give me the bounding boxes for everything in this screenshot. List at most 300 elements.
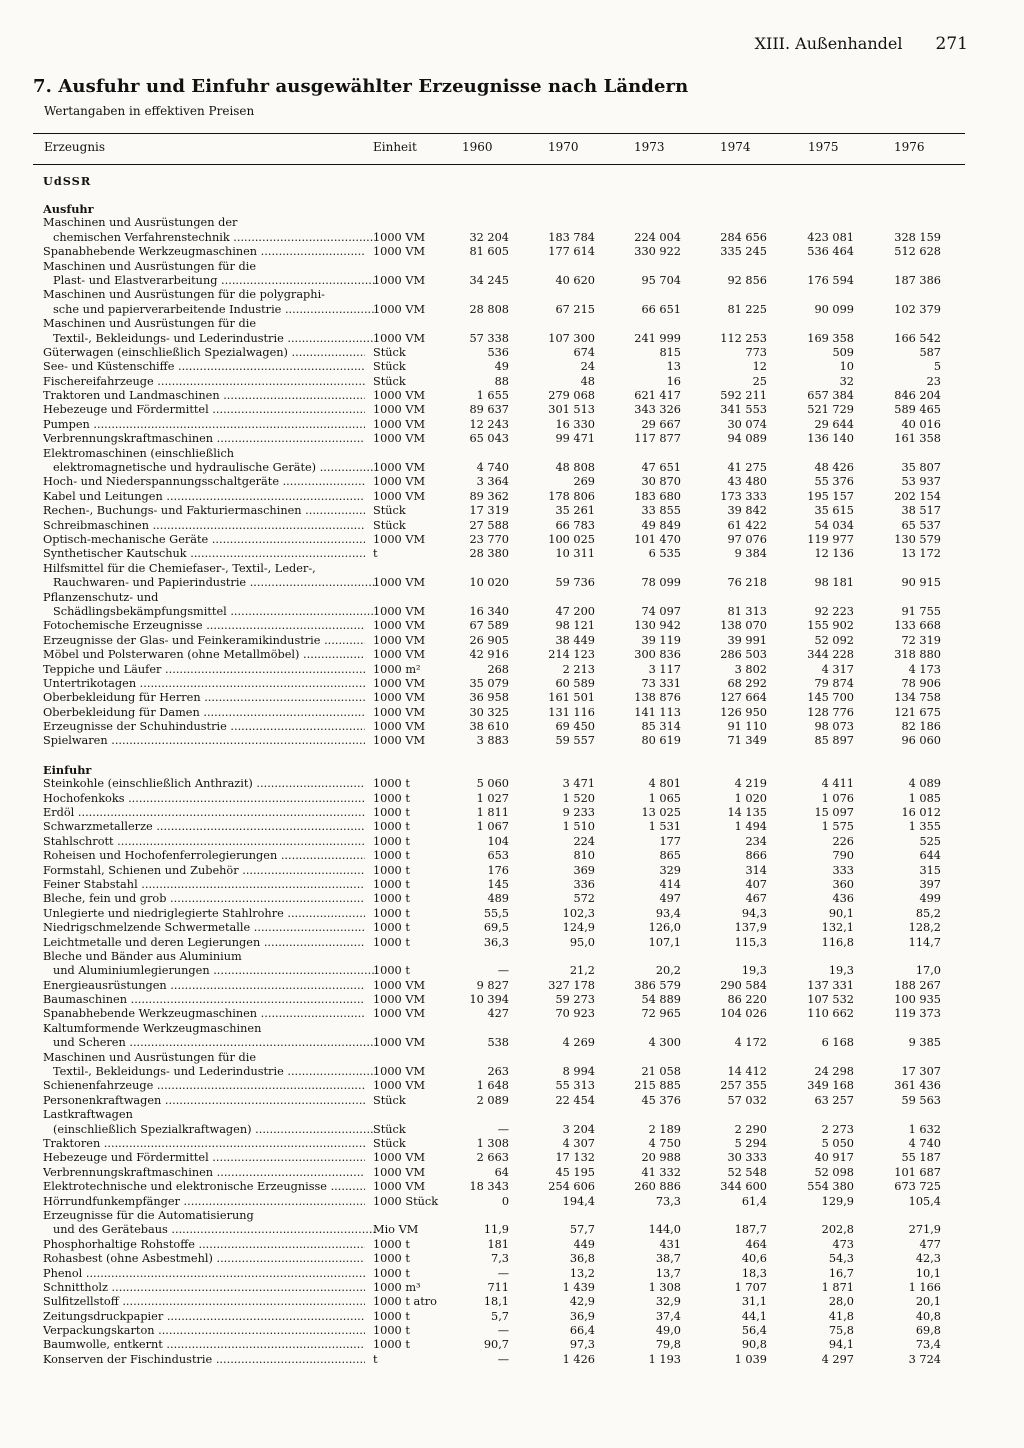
cell-value: 3 724 — [908, 1352, 941, 1366]
cell-value: 66,4 — [569, 1324, 595, 1338]
row-unit: 1000 VM — [373, 475, 426, 489]
row-unit: 1000 t — [373, 1252, 410, 1266]
table-row — [33, 792, 965, 806]
cell-value: 397 — [919, 877, 941, 891]
cell-value: 55,5 — [483, 906, 509, 920]
cell-value: 30 870 — [641, 475, 681, 489]
row-label: und des Gerätebaus ..... — [53, 1223, 375, 1237]
cell-value: 69 450 — [555, 720, 595, 734]
cell-value: 92 223 — [814, 604, 854, 618]
row-unit: 1000 t — [373, 877, 410, 891]
row-unit: 1000 t — [373, 849, 410, 863]
row-label: elektromagnetische und hydraulische Geräte) ..... — [53, 461, 375, 475]
table-row — [33, 1007, 965, 1021]
row-unit: Stück — [373, 1093, 406, 1107]
cell-value: 45 195 — [555, 1165, 595, 1179]
row-label: Maschinen und Ausrüstungen für die — [43, 317, 257, 331]
table-row — [33, 216, 965, 230]
cell-value: 138 876 — [634, 691, 681, 705]
cell-value: 90 915 — [901, 576, 941, 590]
cell-value: 61,4 — [741, 1194, 767, 1208]
row-label: Kaltumformende Werkzeugmaschinen — [43, 1021, 262, 1035]
cell-value: 130 579 — [894, 532, 941, 546]
row-unit: Stück — [373, 1122, 406, 1136]
cell-value: 96 060 — [901, 734, 941, 748]
cell-value: 63 257 — [814, 1093, 854, 1107]
cell-value: 344 228 — [807, 648, 854, 662]
cell-value: 12 243 — [469, 417, 509, 431]
cell-value: 130 942 — [634, 619, 681, 633]
cell-value: 268 — [487, 662, 509, 676]
cell-value: 43 480 — [727, 475, 767, 489]
row-label: See- und Küstenschiffe ..... — [43, 360, 365, 374]
cell-value: 27 588 — [469, 518, 509, 532]
table-row — [33, 418, 965, 432]
cell-value: 10 020 — [469, 576, 509, 590]
table-row — [33, 907, 965, 921]
table-row — [33, 1151, 965, 1165]
cell-value: 86 220 — [727, 993, 767, 1007]
cell-value: 74 097 — [641, 604, 681, 618]
row-label: und Scheren ..... — [53, 1036, 375, 1050]
cell-value: 81 605 — [469, 245, 509, 259]
cell-value: 39 842 — [727, 504, 767, 518]
cell-value: 17 307 — [901, 1065, 941, 1079]
cell-value: 107,1 — [648, 935, 681, 949]
cell-value: 11,9 — [483, 1223, 509, 1237]
top-rule — [33, 133, 965, 134]
cell-value: 40 620 — [555, 273, 595, 287]
row-label: Schädlingsbekämpfungsmittel ..... — [53, 605, 375, 619]
cell-value: 45 376 — [641, 1093, 681, 1107]
cell-value: 4 172 — [734, 1036, 767, 1050]
cell-value: 269 — [573, 475, 595, 489]
cell-value: 7,3 — [491, 1252, 509, 1266]
row-unit: 1000 VM — [373, 245, 426, 259]
cell-value: 82 186 — [901, 720, 941, 734]
cell-value: 161 358 — [894, 432, 941, 446]
cell-value: 60 589 — [555, 676, 595, 690]
cell-value: 1 494 — [734, 820, 767, 834]
cell-value: 55 376 — [814, 475, 854, 489]
cell-value: 54 889 — [641, 993, 681, 1007]
cell-value: 335 245 — [720, 245, 767, 259]
column-header-1960: 1960 — [462, 140, 493, 154]
table-row — [33, 1195, 965, 1209]
cell-value: 314 — [745, 863, 767, 877]
cell-value: 66 783 — [555, 518, 595, 532]
row-label: Verpackungskarton ..... — [43, 1324, 365, 1338]
cell-value: 4 089 — [908, 777, 941, 791]
cell-value: 66 651 — [641, 302, 681, 316]
row-unit: 1000 t — [373, 1338, 410, 1352]
cell-value: — — [497, 964, 509, 978]
row-label: Leichtmetalle und deren Legierungen ..... — [43, 936, 365, 950]
cell-value: 18,1 — [483, 1295, 509, 1309]
cell-value: 4 300 — [648, 1036, 681, 1050]
cell-value: 94,1 — [828, 1338, 854, 1352]
cell-value: 67 589 — [469, 619, 509, 633]
table-row — [33, 835, 965, 849]
cell-value: 260 886 — [634, 1180, 681, 1194]
cell-value: — — [497, 1352, 509, 1366]
country-label: UdSSR — [43, 174, 92, 188]
row-unit: 1000 t — [373, 1324, 410, 1338]
cell-value: 28,0 — [828, 1295, 854, 1309]
cell-value: 1 531 — [648, 820, 681, 834]
cell-value: 138 070 — [720, 619, 767, 633]
cell-value: 137 331 — [807, 978, 854, 992]
cell-value: 3 364 — [476, 475, 509, 489]
cell-value: 4 750 — [648, 1137, 681, 1150]
row-unit: 1000 m² — [373, 662, 421, 676]
cell-value: 73,4 — [915, 1338, 941, 1352]
cell-value: 1 193 — [648, 1352, 681, 1366]
table-row — [33, 260, 965, 274]
row-unit: 1000 Stück — [373, 1194, 439, 1208]
row-label: Schienenfahrzeuge ..... — [43, 1079, 365, 1093]
section-name: XIII. Außenhandel — [754, 34, 903, 53]
row-unit: 1000 VM — [373, 331, 426, 345]
cell-value: 17,0 — [915, 964, 941, 978]
cell-value: 16 012 — [901, 806, 941, 820]
section-label: Ausfuhr — [43, 202, 94, 216]
cell-value: 866 — [745, 849, 767, 863]
cell-value: 79,8 — [655, 1338, 681, 1352]
section-heading — [33, 763, 965, 777]
cell-value: 1 308 — [648, 1280, 681, 1294]
cell-value: 40,6 — [741, 1252, 767, 1266]
table-row — [33, 691, 965, 705]
cell-value: 31,1 — [741, 1295, 767, 1309]
cell-value: 26 905 — [469, 633, 509, 647]
cell-value: 145 700 — [807, 691, 854, 705]
row-label: Traktoren ..... — [43, 1137, 365, 1151]
cell-value: 23 — [926, 374, 941, 388]
row-unit: Stück — [373, 504, 406, 518]
column-header-1973: 1973 — [634, 140, 665, 154]
cell-value: 1 065 — [648, 791, 681, 805]
cell-value: 23 770 — [469, 532, 509, 546]
column-header-erzeugnis: Erzeugnis — [44, 140, 106, 154]
cell-value: 90,8 — [741, 1338, 767, 1352]
cell-value: 20,2 — [655, 964, 681, 978]
cell-value: 1 166 — [908, 1280, 941, 1294]
cell-value: 589 465 — [894, 403, 941, 417]
cell-value: 173 333 — [720, 489, 767, 503]
cell-value: 13 — [666, 360, 681, 374]
cell-value: 8 994 — [562, 1065, 595, 1079]
cell-value: 521 729 — [807, 403, 854, 417]
cell-value: 536 464 — [807, 245, 854, 259]
row-label: Personenkraftwagen ..... — [43, 1094, 365, 1108]
cell-value: 673 725 — [894, 1180, 941, 1194]
cell-value: 9 384 — [734, 547, 767, 561]
cell-value: 17 319 — [469, 504, 509, 518]
row-label: und Aluminiumlegierungen ..... — [53, 964, 375, 978]
cell-value: 1 510 — [562, 820, 595, 834]
row-unit: 1000 VM — [373, 993, 426, 1007]
cell-value: 284 656 — [720, 230, 767, 244]
cell-value: 65 043 — [469, 432, 509, 446]
row-label: Elektrotechnische und elektronische Erzeugnisse ..... — [43, 1180, 365, 1194]
table-row — [33, 1123, 965, 1137]
row-unit: 1000 t — [373, 964, 410, 978]
table-row — [33, 1238, 965, 1252]
cell-value: 5,7 — [491, 1309, 509, 1323]
column-header-1974: 1974 — [720, 140, 751, 154]
table-row — [33, 950, 965, 964]
cell-value: 110 662 — [807, 1007, 854, 1021]
row-unit: t — [373, 547, 378, 561]
cell-value: 271,9 — [908, 1223, 941, 1237]
cell-value: 4 307 — [562, 1137, 595, 1150]
cell-value: 17 132 — [555, 1151, 595, 1165]
cell-value: 536 — [487, 345, 509, 359]
row-unit: 1000 VM — [373, 633, 426, 647]
cell-value: 88 — [494, 374, 509, 388]
cell-value: 386 579 — [634, 978, 681, 992]
cell-value: 512 628 — [894, 245, 941, 259]
cell-value: 36,3 — [483, 935, 509, 949]
cell-value: 81 225 — [727, 302, 767, 316]
table-row — [33, 864, 965, 878]
cell-value: 9 827 — [476, 978, 509, 992]
cell-value: 1 355 — [908, 820, 941, 834]
cell-value: 202,8 — [821, 1223, 854, 1237]
cell-value: 48 426 — [814, 461, 854, 475]
cell-value: 155 902 — [807, 619, 854, 633]
cell-value: 1 076 — [821, 791, 854, 805]
cell-value: 59 557 — [555, 734, 595, 748]
cell-value: 4 740 — [476, 461, 509, 475]
cell-value: 40 917 — [814, 1151, 854, 1165]
row-label: Stahlschrott ..... — [43, 835, 365, 849]
cell-value: 1 655 — [476, 389, 509, 403]
cell-value: 554 380 — [807, 1180, 854, 1194]
table-row — [33, 562, 965, 576]
row-unit: 1000 t — [373, 935, 410, 949]
cell-value: 38,7 — [655, 1252, 681, 1266]
cell-value: 94 089 — [727, 432, 767, 446]
row-label: Phosphorhaltige Rohstoffe ..... — [43, 1238, 365, 1252]
row-unit: 1000 VM — [373, 619, 426, 633]
cell-value: 414 — [659, 877, 681, 891]
cell-value: 129,9 — [821, 1194, 854, 1208]
row-unit: 1000 VM — [373, 417, 426, 431]
cell-value: 29 667 — [641, 417, 681, 431]
cell-value: 1 648 — [476, 1079, 509, 1093]
cell-value: 349 168 — [807, 1079, 854, 1093]
cell-value: 644 — [919, 849, 941, 863]
cell-value: 1 811 — [476, 806, 509, 820]
row-label: Pflanzenschutz- und — [43, 590, 159, 604]
table-row — [33, 519, 965, 533]
table-row — [33, 547, 965, 561]
row-label: Plast- und Elastverarbeitung ..... — [53, 274, 375, 288]
cell-value: 78 099 — [641, 576, 681, 590]
cell-value: 141 113 — [634, 705, 681, 719]
cell-value: 89 637 — [469, 403, 509, 417]
row-label: Optisch-mechanische Geräte ..... — [43, 533, 365, 547]
cell-value: 1 020 — [734, 791, 767, 805]
table-row — [33, 1079, 965, 1093]
cell-value: 4 219 — [734, 777, 767, 791]
cell-value: 5 050 — [821, 1137, 854, 1150]
row-unit: 1000 t — [373, 1309, 410, 1323]
cell-value: 477 — [919, 1237, 941, 1251]
table-row — [33, 1108, 965, 1122]
row-label: Verbrennungskraftmaschinen ..... — [43, 432, 365, 446]
cell-value: 32 204 — [469, 230, 509, 244]
cell-value: — — [497, 1266, 509, 1280]
cell-value: 38 517 — [901, 504, 941, 518]
table-row — [33, 475, 965, 489]
cell-value: 473 — [832, 1237, 854, 1251]
cell-value: 112 253 — [720, 331, 767, 345]
cell-value: 657 384 — [807, 389, 854, 403]
cell-value: 126 950 — [720, 705, 767, 719]
cell-value: 79 874 — [814, 676, 854, 690]
cell-value: 1 039 — [734, 1352, 767, 1366]
cell-value: 59 736 — [555, 576, 595, 590]
cell-value: 102 379 — [894, 302, 941, 316]
cell-value: 16 — [666, 374, 681, 388]
cell-value: 107 532 — [807, 993, 854, 1007]
cell-value: 4 269 — [562, 1036, 595, 1050]
cell-value: 3 471 — [562, 777, 595, 791]
row-unit: 1000 VM — [373, 1079, 426, 1093]
cell-value: 1 575 — [821, 820, 854, 834]
cell-value: 315 — [919, 863, 941, 877]
cell-value: 10 311 — [555, 547, 595, 561]
table-row — [33, 432, 965, 446]
table-row — [33, 820, 965, 834]
table-row — [33, 1137, 965, 1151]
cell-value: 101 687 — [894, 1165, 941, 1179]
cell-value: 100 025 — [548, 532, 595, 546]
cell-value: 16 330 — [555, 417, 595, 431]
cell-value: 257 355 — [720, 1079, 767, 1093]
row-unit: t — [373, 1352, 378, 1366]
row-unit: 1000 t — [373, 906, 410, 920]
cell-value: 178 806 — [548, 489, 595, 503]
cell-value: 89 362 — [469, 489, 509, 503]
cell-value: 85 314 — [641, 720, 681, 734]
cell-value: 467 — [745, 892, 767, 906]
cell-value: 188 267 — [894, 978, 941, 992]
row-unit: 1000 t — [373, 921, 410, 935]
cell-value: 41 275 — [727, 461, 767, 475]
cell-value: 6 168 — [821, 1036, 854, 1050]
cell-value: 14 412 — [727, 1065, 767, 1079]
row-unit: 1000 VM — [373, 576, 426, 590]
cell-value: 183 784 — [548, 230, 595, 244]
cell-value: 4 411 — [821, 777, 854, 791]
cell-value: 20 988 — [641, 1151, 681, 1165]
cell-value: 54 034 — [814, 518, 854, 532]
cell-value: 2 273 — [821, 1122, 854, 1136]
cell-value: 127 664 — [720, 691, 767, 705]
table-row — [33, 648, 965, 662]
spacer — [33, 749, 965, 763]
row-unit: 1000 t — [373, 777, 410, 791]
cell-value: 18 343 — [469, 1180, 509, 1194]
table-row — [33, 993, 965, 1007]
cell-value: 13,7 — [655, 1266, 681, 1280]
table-row — [33, 389, 965, 403]
cell-value: 674 — [573, 345, 595, 359]
cell-value: 57,7 — [569, 1223, 595, 1237]
table-row — [33, 461, 965, 475]
row-unit: 1000 VM — [373, 978, 426, 992]
section-label: Einfuhr — [43, 762, 92, 777]
row-label: Schwarzmetallerze ..... — [43, 820, 365, 834]
cell-value: 431 — [659, 1237, 681, 1251]
cell-value: 18,3 — [741, 1266, 767, 1280]
cell-value: 78 906 — [901, 676, 941, 690]
table-row — [33, 1166, 965, 1180]
cell-value: 134 758 — [894, 691, 941, 705]
cell-value: 29 644 — [814, 417, 854, 431]
cell-value: 55 187 — [901, 1151, 941, 1165]
row-unit: 1000 VM — [373, 705, 426, 719]
cell-value: 145 — [487, 877, 509, 891]
cell-value: 10 — [839, 360, 854, 374]
row-unit: 1000 VM — [373, 1165, 426, 1179]
cell-value: 116,8 — [821, 935, 854, 949]
cell-value: 369 — [573, 863, 595, 877]
cell-value: 72 319 — [901, 633, 941, 647]
row-unit: 1000 VM — [373, 532, 426, 546]
row-label: Fischereifahrzeuge ..... — [43, 375, 365, 389]
column-header-1975: 1975 — [808, 140, 839, 154]
cell-value: 37,4 — [655, 1309, 681, 1323]
cell-value: 333 — [832, 863, 854, 877]
table-row — [33, 533, 965, 547]
table-row — [33, 490, 965, 504]
cell-value: 68 292 — [727, 676, 767, 690]
cell-value: 263 — [487, 1065, 509, 1079]
cell-value: 90,1 — [828, 906, 854, 920]
cell-value: 9 233 — [562, 806, 595, 820]
cell-value: 115,3 — [734, 935, 767, 949]
table-row — [33, 663, 965, 677]
cell-value: 132,1 — [821, 921, 854, 935]
column-header-einheit: Einheit — [373, 140, 417, 154]
cell-value: 1 426 — [562, 1352, 595, 1366]
cell-value: 13,2 — [569, 1266, 595, 1280]
table-row — [33, 936, 965, 950]
row-unit: 1000 VM — [373, 720, 426, 734]
table-row — [33, 892, 965, 906]
row-label: Erzeugnisse für die Automatisierung — [43, 1208, 254, 1222]
page-number: 271 — [935, 34, 968, 54]
row-label: (einschließlich Spezialkraftwagen) ..... — [53, 1123, 375, 1137]
table-title: 7. Ausfuhr und Einfuhr ausgewählter Erzeugnisse nach Ländern — [33, 76, 689, 97]
table-row — [33, 303, 965, 317]
cell-value: 41 332 — [641, 1165, 681, 1179]
row-label: Baumwolle, entkernt ..... — [43, 1338, 365, 1352]
cell-value: 21,2 — [569, 964, 595, 978]
table-row — [33, 1310, 965, 1324]
row-label: Oberbekleidung für Damen ..... — [43, 706, 365, 720]
cell-value: 5 060 — [476, 777, 509, 791]
cell-value: 124,9 — [562, 921, 595, 935]
cell-value: 5 — [933, 360, 941, 374]
table-row — [33, 964, 965, 978]
table-row — [33, 591, 965, 605]
